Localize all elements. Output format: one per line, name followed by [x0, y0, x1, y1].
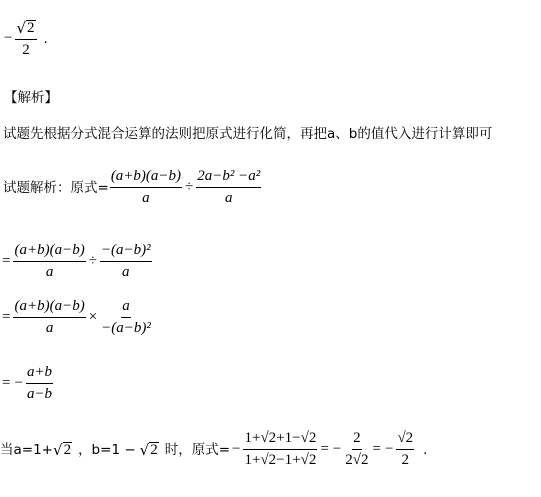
fraction: $\frac{√2}{2}$ [397, 430, 414, 468]
fraction: $\frac{\text{2a−b² −a²}}{a}$ [197, 168, 261, 206]
equals-sign: = [2, 309, 11, 325]
minus-sign: − [14, 375, 23, 391]
fraction: $\frac{(a+b)(a-b)}{a}$ [14, 242, 85, 280]
equals-sign: = [2, 375, 11, 391]
equals-sign: = [320, 441, 329, 457]
divide-sign: ÷ [88, 253, 97, 269]
equals-sign: = [2, 253, 11, 269]
fraction: $\frac{\text{−(a−b)²}}{a}$ [100, 242, 151, 280]
solution-step-2 [0, 242, 153, 281]
solution-label: 试题解析：原式= [3, 179, 109, 196]
solution-step-4 [0, 364, 54, 403]
minus-sign: − [232, 441, 241, 457]
answer-line [2, 18, 48, 59]
minus-sign: − [384, 441, 394, 457]
section-title: 【解析】 [4, 90, 58, 106]
minus-sign: − [332, 441, 342, 457]
fraction: $\frac{a+b}{a-b}$ [26, 364, 53, 402]
sqrt-symbol: √ 2 [16, 19, 35, 37]
times-sign: × [88, 309, 98, 325]
fraction: $\frac{1+√2+1-√2}{1+√2-1+√2}$ [244, 430, 317, 468]
solution-step-3 [0, 298, 153, 337]
fraction: $\frac{2}{2√2}$ [345, 430, 369, 468]
answer-period: . [43, 30, 48, 47]
fraction: $\frac{a}{\text{−(a−b)²}}$ [101, 298, 151, 336]
final-period: . [423, 441, 428, 458]
final-when-a: 当a=1+ [0, 441, 53, 458]
divide-sign: ÷ [185, 179, 194, 195]
solution-step-1 [3, 168, 262, 207]
sqrt-symbol: √ 2 [53, 440, 72, 459]
final-evaluation [0, 430, 427, 469]
answer-fraction: √ 2 2 [16, 19, 35, 58]
fraction: $\frac{(a+b)(a-b)}{a}$ [110, 168, 182, 206]
equals-sign: = [372, 441, 381, 457]
analysis-text: 试题先根据分式混合运算的法则把原式进行化简，再把a、b的值代入进行计算即可 [3, 126, 493, 142]
answer-sign: − [4, 30, 13, 46]
final-label: 时，原式= [164, 441, 231, 458]
fraction: $\frac{(a+b)(a-b)}{a}$ [14, 298, 85, 336]
final-b-value: ，b=1 − [78, 441, 136, 458]
sqrt-symbol: √ 2 [139, 440, 158, 459]
